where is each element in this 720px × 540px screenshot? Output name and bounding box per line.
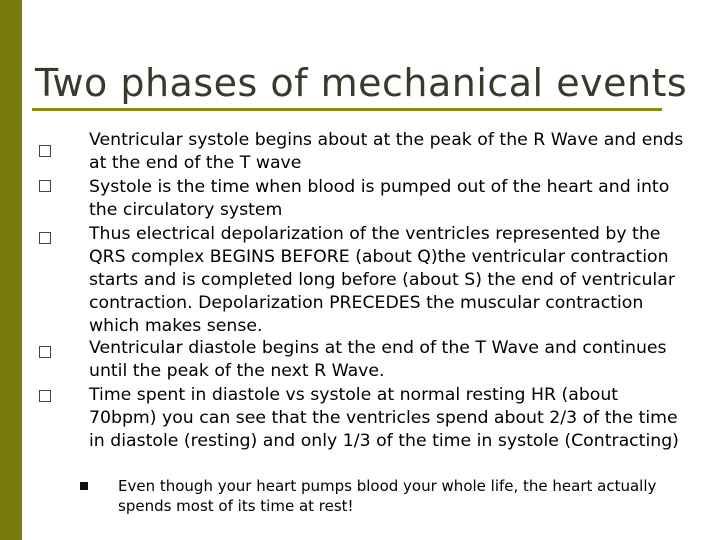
bullet-3: Thus electrical depolarization of the ventricles represented by the QRS complex BEGINS BEFORE (about Q)the ventricular contraction starts and is completed long before (about S) the end of ventricular contraction. Depolarization PRECEDES the muscular contraction which makes sense. [89, 224, 675, 336]
bullet-1: Ventricular systole begins about at the peak of the R Wave and ends at the end of the T wave [89, 130, 684, 173]
bullet-4: Ventricular diastole begins at the end of the T Wave and continues until the peak of the next R Wave. [89, 338, 667, 381]
sub-bullet-marker-icon [80, 482, 88, 490]
slide-title: Two phases of mechanical events [35, 61, 688, 105]
bullet-marker-icon [39, 346, 51, 358]
bullet-marker-icon [39, 390, 51, 402]
bullet-marker-icon [39, 145, 51, 157]
bullet-2: Systole is the time when blood is pumped out of the heart and into the circulatory system [89, 177, 670, 220]
bullet-5: Time spent in diastole vs systole at normal resting HR (about 70bpm) you can see that the ventricles spend about 2/3 of the time in diastole (resting) and only 1/3 of the time in systole (Contracting) [89, 385, 679, 451]
sub-bullet-1: Even though your heart pumps blood your whole life, the heart actually spends most of its time at rest! [118, 477, 657, 515]
bullet-marker-icon [39, 232, 51, 244]
bullet-marker-icon [39, 180, 51, 192]
